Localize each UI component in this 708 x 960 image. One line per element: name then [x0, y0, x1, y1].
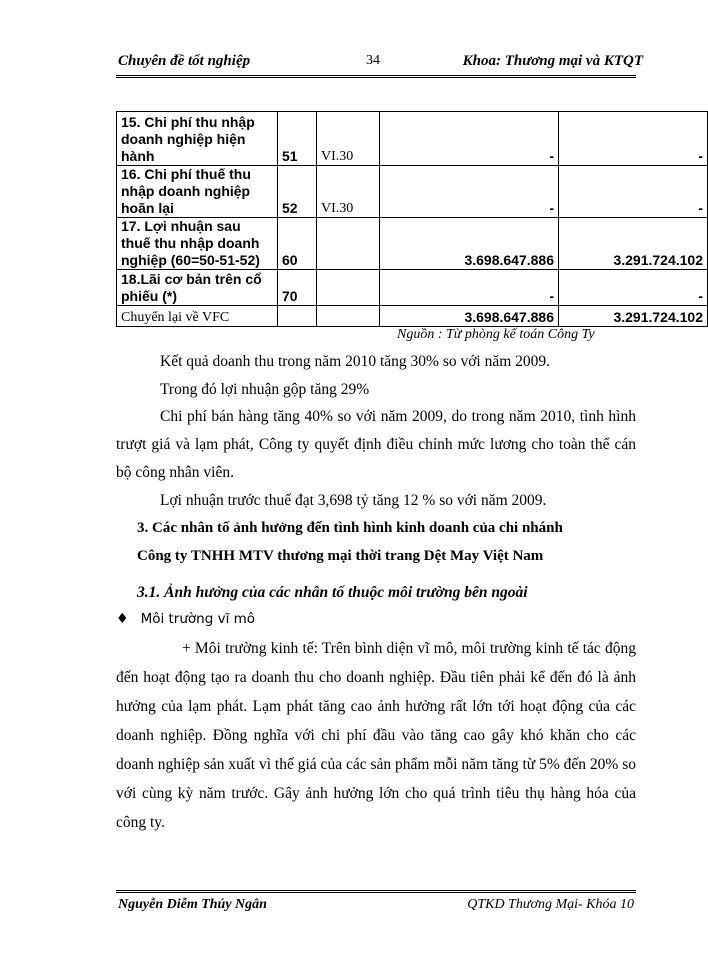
- row-value-current: -: [380, 270, 559, 306]
- diamond-bullet-icon: ♦: [116, 611, 129, 627]
- row-value-current: -: [380, 112, 559, 166]
- paragraph-gross-profit: Trong đó lợi nhuận gộp tăng 29%: [160, 381, 370, 398]
- row-note: VI.30: [317, 166, 380, 218]
- paragraph-pretax-profit: Lợi nhuận trước thuế đạt 3,698 tỷ tăng 12 % so với năm 2009.: [160, 492, 547, 509]
- row-code: [278, 306, 317, 327]
- row-item: Chuyển lại về VFC: [117, 306, 278, 327]
- section-heading-line2: Công ty TNHH MTV thương mại thời trang Dệt May Việt Nam: [137, 548, 544, 564]
- header-rule: [116, 75, 636, 78]
- row-note: [317, 270, 380, 306]
- footer-rule: [116, 890, 636, 893]
- table-row: [117, 218, 708, 270]
- header-faculty: Khoa: Thương mại và KTQT: [462, 53, 643, 69]
- page-number: 34: [366, 53, 380, 68]
- bullet-item: [116, 611, 255, 627]
- footer-course: QTKD Thương Mại- Khóa 10: [467, 897, 634, 912]
- page-header: [118, 50, 647, 74]
- row-value-current: 3.698.647.886: [380, 306, 559, 327]
- row-item: 16. Chi phí thuế thu nhập doanh nghiệp hoãn lại: [117, 166, 278, 218]
- row-item: 15. Chi phí thu nhập doanh nghiệp hiện hành: [117, 112, 278, 166]
- row-note: [317, 306, 380, 327]
- row-code: 70: [278, 270, 317, 306]
- row-code: 52: [278, 166, 317, 218]
- header-document-type: Chuyên đề tốt nghiệp: [118, 53, 251, 69]
- row-value-current: -: [380, 166, 559, 218]
- row-value-prior: -: [559, 166, 708, 218]
- table-row: [117, 270, 708, 306]
- paragraph-economic-environment: + Môi trường kinh tế: Trên bình diện vĩ mô, môi trường kinh tế tác động đến hoạt động tạo ra doanh thu cho doanh nghiệp. Đầu tiên phải kể đến đó là ảnh hưởng của lạm phát. Lạm phát tăng cao ảnh hưởng rất lớn tới hoạt động của các doanh nghiệp. Đồng nghĩa với chi phí đầu vào tăng cao gây khó khăn cho các doanh nghiệp sản xuất vì thế giá của các sản phẩm mỗi năm tăng từ 5% đến 20% so với cùng kỳ năm trước. Gây ảnh hưởng lớn cho quá trình tiêu thụ hàng hóa của công ty.: [116, 640, 636, 831]
- footer-author: Nguyễn Diễm Thúy Ngân: [118, 897, 267, 912]
- bullet-text: Môi trường vĩ mô: [140, 611, 256, 627]
- row-code: 51: [278, 112, 317, 166]
- row-item: 18.Lãi cơ bản trên cổ phiếu (*): [117, 270, 278, 306]
- paragraph-selling-expense: Chi phí bán hàng tăng 40% so với năm 2009, do trong năm 2010, tình hình trượt giá và lạm phát, Công ty quyết định điều chỉnh mức lương cho toàn thể cán bộ công nhân viên.: [116, 408, 636, 481]
- row-value-prior: -: [559, 112, 708, 166]
- row-value-prior: -: [559, 270, 708, 306]
- section-heading-line1: 3. Các nhân tố ảnh hưởng đến tình hình kinh doanh của chi nhánh: [137, 520, 563, 536]
- table-row: [117, 306, 708, 327]
- subsection-heading: 3.1. Ảnh hưởng của các nhân tố thuộc môi trường bên ngoài: [137, 584, 528, 601]
- row-code: 60: [278, 218, 317, 270]
- table-row: [117, 112, 708, 166]
- row-note: [317, 218, 380, 270]
- row-value-current: 3.698.647.886: [380, 218, 559, 270]
- row-item: 17. Lợi nhuận sau thuế thu nhập doanh nghiệp (60=50-51-52): [117, 218, 278, 270]
- income-statement-table: [116, 111, 708, 327]
- table-row: [117, 166, 708, 218]
- row-value-prior: 3.291.724.102: [559, 306, 708, 327]
- row-value-prior: 3.291.724.102: [559, 218, 708, 270]
- table-source-note: Nguồn : Từ phòng kế toán Công Ty: [397, 327, 595, 342]
- row-note: VI.30: [317, 112, 380, 166]
- paragraph-revenue: Kết quả doanh thu trong năm 2010 tăng 30% so với năm 2009.: [160, 353, 551, 370]
